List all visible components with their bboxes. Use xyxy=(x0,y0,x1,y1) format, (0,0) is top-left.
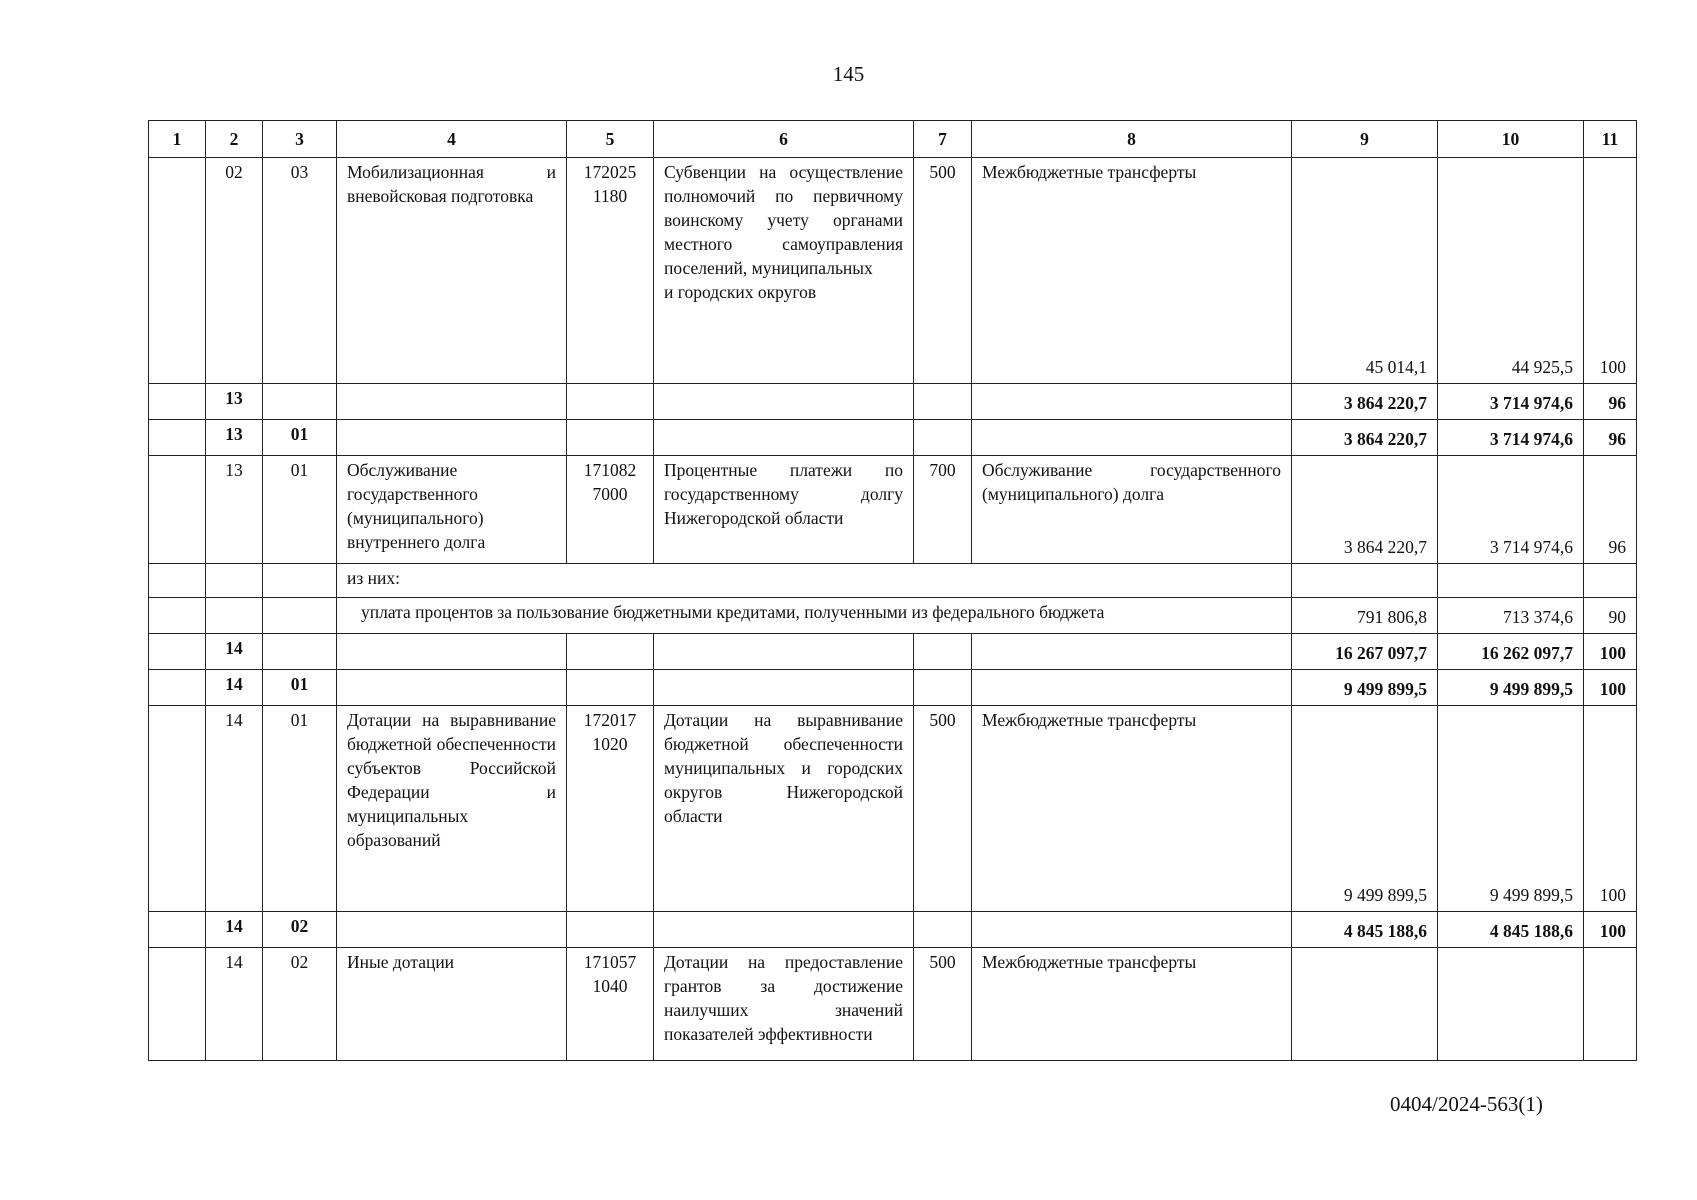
document-code: 0404/2024-563(1) xyxy=(1390,1092,1543,1116)
planned-amount: 45 014,1 xyxy=(1292,158,1438,384)
section-code: 14 xyxy=(206,912,263,948)
subsection-name: Иные дотации xyxy=(337,948,567,1061)
header-cell: 1 xyxy=(149,121,206,158)
expense-type-name: Обслуживание государственного (муниципального) долга xyxy=(972,456,1292,564)
header-cell: 4 xyxy=(337,121,567,158)
table-row xyxy=(149,598,1637,634)
planned-amount: 3 864 220,7 xyxy=(1292,456,1438,564)
header-cell: 6 xyxy=(654,121,914,158)
planned-amount: 791 806,8 xyxy=(1292,598,1438,634)
section-code: 13 xyxy=(206,384,263,420)
header-cell: 7 xyxy=(914,121,972,158)
subsection-code: 01 xyxy=(263,670,337,706)
budget-table xyxy=(148,120,1637,1061)
header-cell: 9 xyxy=(1292,121,1438,158)
planned-amount: 3 864 220,7 xyxy=(1292,384,1438,420)
actual-amount: 44 925,5 xyxy=(1438,158,1584,384)
target-article: 171057 1040 xyxy=(567,948,654,1061)
subsection-name: Дотации на выравнивание бюджетной обеспеченности субъектов Российской Федерации и муниципальных образований xyxy=(337,706,567,912)
section-code: 02 xyxy=(206,158,263,384)
execution-percent: 100 xyxy=(1584,706,1637,912)
subsection-code xyxy=(263,634,337,670)
header-cell: 3 xyxy=(263,121,337,158)
execution-percent: 100 xyxy=(1584,912,1637,948)
execution-percent: 96 xyxy=(1584,384,1637,420)
subsection-name: Мобилизационная и вневойсковая подготовка xyxy=(337,158,567,384)
planned-amount: 9 499 899,5 xyxy=(1292,706,1438,912)
execution-percent: 100 xyxy=(1584,670,1637,706)
table-row xyxy=(149,912,1637,948)
actual-amount: 16 262 097,7 xyxy=(1438,634,1584,670)
section-code: 14 xyxy=(206,948,263,1061)
page-number: 145 xyxy=(832,62,865,86)
section-code: 13 xyxy=(206,456,263,564)
header-cell: 5 xyxy=(567,121,654,158)
execution-percent: 100 xyxy=(1584,158,1637,384)
target-article: 172017 1020 xyxy=(567,706,654,912)
expense-type-code: 500 xyxy=(914,158,972,384)
planned-amount: 16 267 097,7 xyxy=(1292,634,1438,670)
table-row xyxy=(149,670,1637,706)
article-name: Дотации на выравнивание бюджетной обеспеченности муниципальных и городских округов Нижегородской области xyxy=(654,706,914,912)
execution-percent: 96 xyxy=(1584,456,1637,564)
section-code: 14 xyxy=(206,706,263,912)
section-code: 14 xyxy=(206,634,263,670)
planned-amount: 9 499 899,5 xyxy=(1292,670,1438,706)
table-row xyxy=(149,456,1637,564)
actual-amount: 4 845 188,6 xyxy=(1438,912,1584,948)
planned-amount: 3 864 220,7 xyxy=(1292,420,1438,456)
table-row xyxy=(149,384,1637,420)
expense-type-name: Межбюджетные трансферты xyxy=(972,706,1292,912)
subsection-code: 01 xyxy=(263,420,337,456)
table-row xyxy=(149,564,1637,598)
execution-percent: 96 xyxy=(1584,420,1637,456)
header-row xyxy=(149,121,1637,158)
expense-type-name: Межбюджетные трансферты xyxy=(972,948,1292,1061)
expense-type-name: Межбюджетные трансферты xyxy=(972,158,1292,384)
actual-amount: 3 714 974,6 xyxy=(1438,420,1584,456)
target-article: 172025 1180 xyxy=(567,158,654,384)
subsection-code: 01 xyxy=(263,456,337,564)
execution-percent: 100 xyxy=(1584,634,1637,670)
header-cell: 10 xyxy=(1438,121,1584,158)
subsection-code: 01 xyxy=(263,706,337,912)
note-text: уплата процентов за пользование бюджетными кредитами, полученными из федерального бюджета xyxy=(337,598,1292,634)
note-text: из них: xyxy=(337,564,1292,598)
target-article: 171082 7000 xyxy=(567,456,654,564)
planned-amount: 4 845 188,6 xyxy=(1292,912,1438,948)
table-row xyxy=(149,706,1637,912)
subsection-name: Обслуживание государственного (муниципального) внутреннего долга xyxy=(337,456,567,564)
table-row xyxy=(149,948,1637,1061)
subsection-code: 02 xyxy=(263,948,337,1061)
article-name: Субвенции на осуществление полномочий по первичному воинскому учету органами местного самоуправления поселений, муниципальных и городских округов xyxy=(654,158,914,384)
subsection-code xyxy=(263,384,337,420)
header-cell: 11 xyxy=(1584,121,1637,158)
actual-amount: 3 714 974,6 xyxy=(1438,456,1584,564)
article-name: Дотации на предоставление грантов за достижение наилучших значений показателей эффективности xyxy=(654,948,914,1061)
subsection-code: 02 xyxy=(263,912,337,948)
table-row xyxy=(149,634,1637,670)
header-cell: 2 xyxy=(206,121,263,158)
section-code: 13 xyxy=(206,420,263,456)
article-name: Процентные платежи по государственному долгу Нижегородской области xyxy=(654,456,914,564)
expense-type-code: 700 xyxy=(914,456,972,564)
actual-amount: 713 374,6 xyxy=(1438,598,1584,634)
header-cell: 8 xyxy=(972,121,1292,158)
execution-percent: 90 xyxy=(1584,598,1637,634)
table-row xyxy=(149,420,1637,456)
section-code: 14 xyxy=(206,670,263,706)
subsection-code: 03 xyxy=(263,158,337,384)
actual-amount: 9 499 899,5 xyxy=(1438,670,1584,706)
expense-type-code: 500 xyxy=(914,948,972,1061)
table-row xyxy=(149,158,1637,384)
actual-amount: 9 499 899,5 xyxy=(1438,706,1584,912)
expense-type-code: 500 xyxy=(914,706,972,912)
actual-amount: 3 714 974,6 xyxy=(1438,384,1584,420)
